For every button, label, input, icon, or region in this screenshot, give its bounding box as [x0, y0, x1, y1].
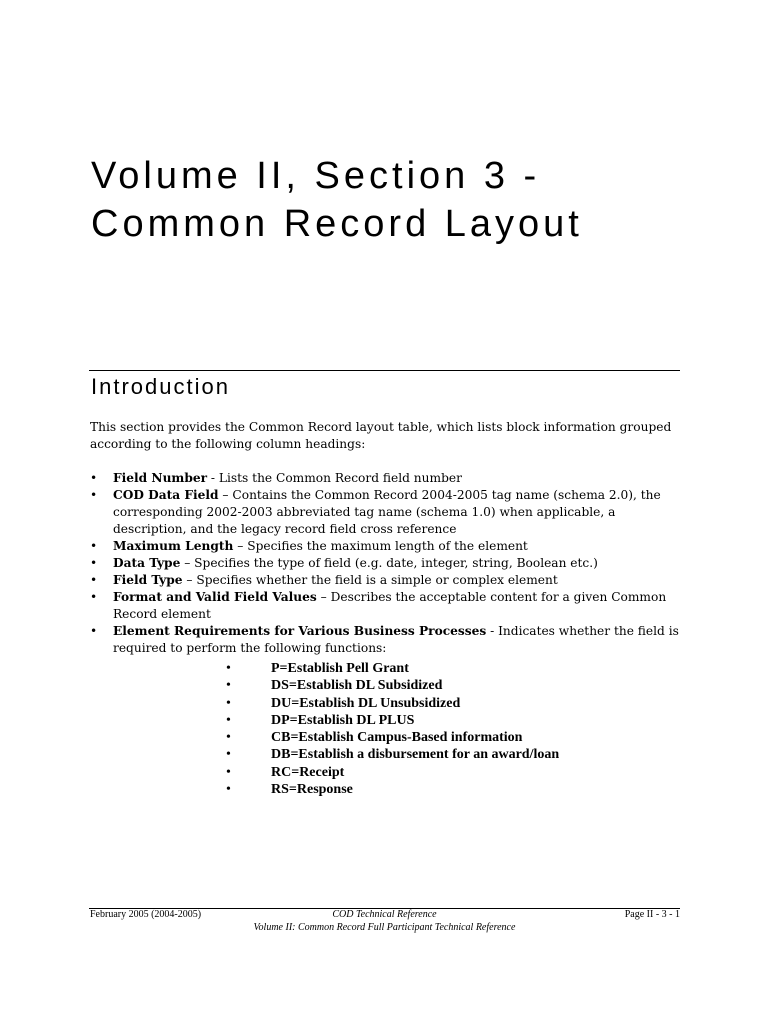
functions-list: [226, 660, 559, 798]
function-item: [226, 781, 559, 798]
page-title-line-2: Common Record Layout: [91, 203, 583, 245]
function-item: [226, 660, 559, 677]
footer-subtitle: Volume II: Common Record Full Participant Technical Reference: [253, 922, 516, 933]
bullet: •: [90, 556, 98, 570]
bullet: •: [226, 782, 231, 798]
column-headings-list: [90, 470, 686, 657]
function-label: DP=Establish DL PLUS: [271, 712, 415, 728]
bullet: •: [226, 712, 231, 728]
section-heading: Introduction: [91, 374, 230, 399]
item-term: Data Type: [113, 556, 181, 570]
list-item: [90, 555, 686, 572]
function-label: RC=Receipt: [271, 764, 345, 780]
list-item: [90, 470, 686, 487]
bullet: •: [226, 695, 231, 711]
function-label: DS=Establish DL Subsidized: [271, 678, 443, 694]
item-term: Field Number: [113, 471, 208, 485]
intro-paragraph: This section provides the Common Record layout table, which lists block information grouped according to the following column headings:: [90, 420, 672, 451]
item-term: Maximum Length: [113, 539, 234, 553]
bullet: •: [90, 539, 98, 553]
item-term: COD Data Field: [113, 488, 219, 502]
function-label: DB=Establish a disbursement for an award/loan: [271, 747, 560, 763]
list-item: [90, 572, 686, 589]
footer-doc-title: COD Technical Reference: [332, 909, 437, 920]
page-title-line-1: Volume II, Section 3 -: [91, 155, 541, 197]
section-divider: [89, 370, 680, 371]
function-item: [226, 729, 559, 746]
list-item: [90, 538, 686, 555]
bullet: •: [226, 764, 231, 780]
item-term: Format and Valid Field Values: [113, 590, 317, 604]
page-title: [91, 152, 711, 248]
bullet: •: [90, 573, 98, 587]
function-label: CB=Establish Campus-Based information: [271, 730, 523, 746]
item-term: Field Type: [113, 573, 183, 587]
function-item: [226, 695, 559, 712]
bullet: •: [226, 661, 231, 676]
bullet: •: [226, 747, 231, 763]
footer-page-number: Page II - 3 - 1: [624, 909, 680, 920]
bullet: •: [226, 730, 231, 746]
function-item: [226, 712, 559, 729]
item-description: - Lists the Common Record field number: [207, 471, 462, 485]
item-description: - Indicates whether the field is required to perform the following functions:: [113, 624, 679, 655]
function-label: RS=Response: [271, 782, 353, 798]
function-label: DU=Establish DL Unsubsidized: [271, 695, 461, 711]
item-description: – Specifies whether the field is a simple or complex element: [182, 573, 558, 587]
list-item: [90, 487, 686, 538]
list-item: [90, 623, 686, 657]
bullet: •: [90, 590, 98, 604]
item-description: – Specifies the type of field (e.g. date, integer, string, Boolean etc.): [180, 556, 598, 570]
bullet: •: [90, 624, 98, 638]
bullet: •: [90, 488, 98, 502]
item-term: Element Requirements for Various Business Processes: [113, 624, 487, 638]
footer-date: February 2005 (2004-2005): [90, 909, 202, 920]
list-item: [90, 589, 686, 623]
function-item: [226, 677, 559, 694]
item-description: – Specifies the maximum length of the element: [233, 539, 528, 553]
function-label: P=Establish Pell Grant: [271, 661, 409, 676]
item-description: – Describes the acceptable content for a given Common Record element: [113, 590, 667, 621]
function-item: [226, 746, 559, 763]
bullet: •: [226, 678, 231, 694]
bullet: •: [90, 471, 98, 485]
item-description: – Contains the Common Record 2004-2005 tag name (schema 2.0), the corresponding 2002-2003 abbreviated tag name (schema 1.0) when applicable, a description, and the legacy record field cross reference: [113, 488, 661, 536]
function-item: [226, 764, 559, 781]
